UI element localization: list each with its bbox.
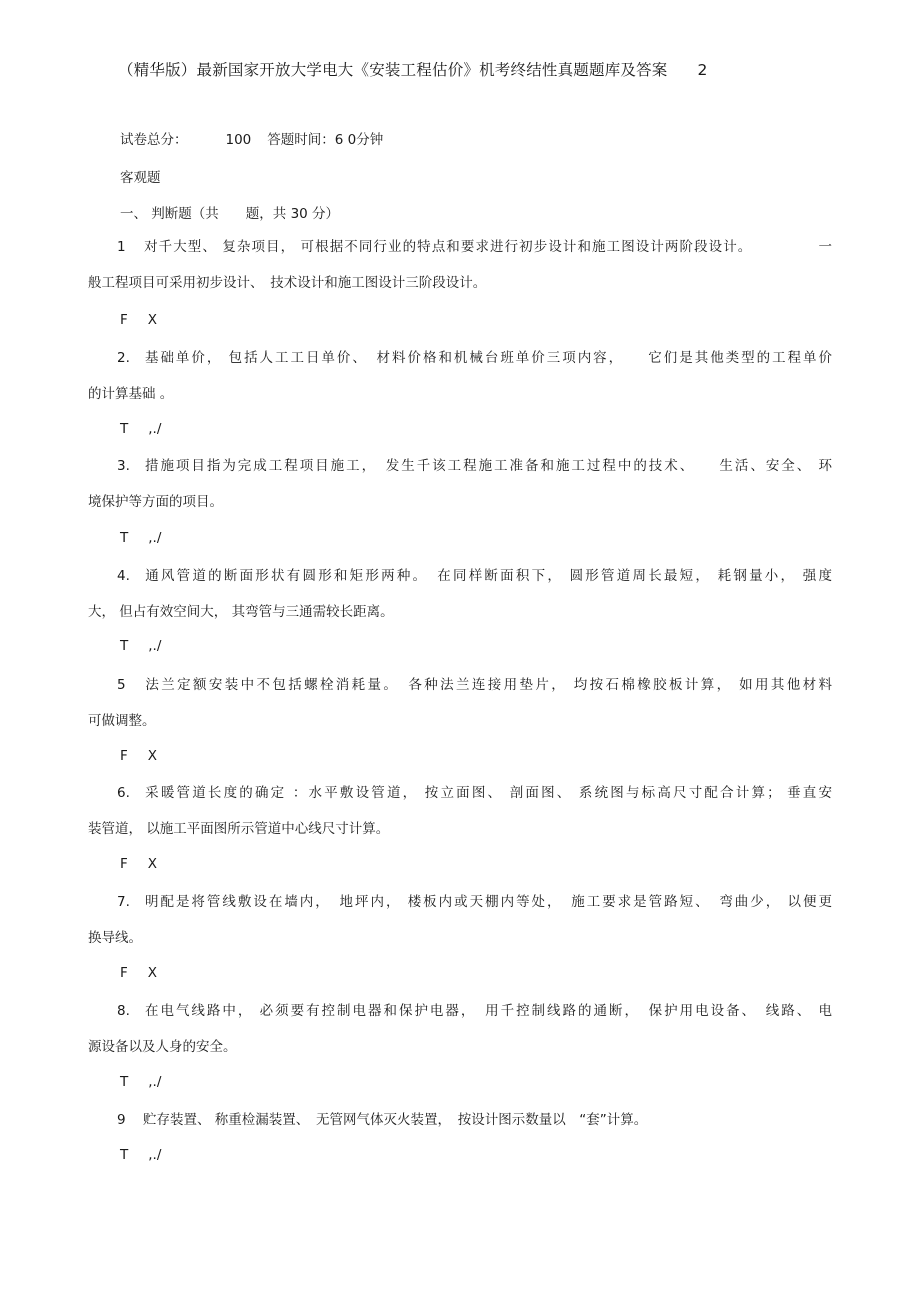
answer-4 [120, 638, 161, 654]
question-text: 法兰定额安装中不包括螺栓消耗量。 各种法兰连接用垫片， 均按石棉橡胶板计算， 如用其他材料 [143, 677, 832, 693]
question-line-2: 装管道， 以施工平面图所示管道中心线尺寸计算。 [88, 821, 390, 837]
answer-9 [120, 1147, 161, 1163]
answer-letter: F [120, 856, 128, 872]
question-line-2: 源设备以及人身的安全。 [88, 1039, 237, 1055]
question-number: 8. [117, 1003, 130, 1019]
answer-letter: F [120, 312, 128, 328]
question-number: 3. [117, 458, 130, 474]
document-title [118, 58, 708, 80]
total-label: 试卷总分： [120, 132, 188, 148]
question-line-2: 可做调整。 [88, 713, 156, 729]
question-number: 1 [117, 239, 126, 255]
answer-letter: T [120, 1147, 129, 1163]
answer-letter: T [120, 421, 129, 437]
question-line-1 [88, 775, 832, 811]
time-label: 答题时间 [267, 132, 322, 148]
answer-mark: ,./ [148, 638, 162, 654]
question-text: 基础单价， 包括人工工日单价、 材料价格和机械台班单价三项内容， 它们是其他类型的工程单价 [143, 350, 832, 366]
question-text: 明配是将管线敷设在墙内， 地坪内， 楼板内或天棚内等处， 施工要求是管路短、 弯曲少， 以便更 [143, 894, 832, 910]
question-line-1 [88, 667, 832, 703]
answer-5 [120, 748, 157, 764]
question-8 [88, 993, 832, 1065]
exam-meta [120, 128, 383, 148]
answer-letter: T [120, 1074, 129, 1090]
question-line-2: 换导线。 [88, 930, 142, 946]
question-number: 9 [117, 1112, 126, 1128]
question-group-heading: 一、 判断题（共 题，共 30 分） [120, 206, 340, 222]
answer-1 [120, 312, 157, 328]
answer-letter: F [120, 748, 128, 764]
question-text: 在电气线路中， 必须要有控制电器和保护电器， 用千控制线路的通断， 保护用电设备、 线路、 电 [143, 1003, 832, 1019]
time-value: ：6 0分钟 [321, 132, 384, 148]
answer-mark: X [147, 965, 158, 981]
question-line-1 [88, 993, 832, 1029]
question-4 [88, 558, 832, 630]
question-line-2: 大， 但占有效空间大， 其弯管与三通需较长距离。 [88, 604, 394, 620]
answer-6 [120, 856, 157, 872]
question-number: 6. [117, 785, 130, 801]
answer-mark: X [147, 856, 158, 872]
question-7 [88, 884, 832, 956]
question-number: 7. [117, 894, 130, 910]
answer-8 [120, 1074, 161, 1090]
section-label: 客观题 [120, 170, 161, 186]
question-number: 5 [117, 677, 126, 693]
answer-letter: T [120, 530, 129, 546]
answer-3 [120, 530, 161, 546]
question-text: 通风管道的断面形状有圆形和矩形两种。 在同样断面积下， 圆形管道周长最短， 耗钢量小， 强度 [143, 568, 832, 584]
title-number: 2 [697, 61, 708, 79]
answer-mark: ,./ [148, 1147, 162, 1163]
question-line-1 [88, 1102, 832, 1138]
question-line-1 [88, 884, 832, 920]
answer-2 [120, 421, 161, 437]
answer-mark: X [147, 748, 158, 764]
question-line-1 [88, 448, 832, 484]
question-line-2: 境保护等方面的项目。 [88, 494, 223, 510]
question-number: 4. [117, 568, 130, 584]
answer-mark: X [147, 312, 158, 328]
question-text: 措施项目指为完成工程项目施工， 发生千该工程施工准备和施工过程中的技术、 生活、安全、 环 [143, 458, 832, 474]
title-text: （精华版）最新国家开放大学电大《安装工程估价》机考终结性真题题库及答案 [118, 61, 668, 79]
question-3 [88, 448, 832, 520]
answer-letter: T [120, 638, 129, 654]
answer-letter: F [120, 965, 128, 981]
question-2 [88, 340, 832, 412]
answer-mark: ,./ [148, 1074, 162, 1090]
answer-mark: ,./ [148, 421, 162, 437]
question-line-1 [88, 558, 832, 594]
question-number: 2. [117, 350, 130, 366]
question-text: 对千大型、 复杂项目， 可根据不同行业的特点和要求进行初步设计和施工图设计两阶段设计。 一 [143, 239, 832, 255]
question-line-2: 般工程项目可采用初步设计、 技术设计和施工图设计三阶段设计。 [88, 275, 487, 291]
total-value: 100 [225, 132, 252, 148]
question-5 [88, 667, 832, 739]
question-text: 贮存装置、 称重检漏装置、 无管网气体灭火装置， 按设计图示数量以 “套”计算。 [143, 1112, 648, 1128]
question-9 [88, 1102, 832, 1138]
question-line-2: 的计算基础 。 [88, 386, 174, 402]
question-1 [88, 229, 832, 301]
question-line-1 [88, 340, 832, 376]
question-6 [88, 775, 832, 847]
question-text: 采暖管道长度的确定 ：水平敷设管道， 按立面图、 剖面图、 系统图与标高尺寸配合计算； 垂直安 [143, 785, 832, 801]
question-line-1 [88, 229, 832, 265]
answer-7 [120, 965, 157, 981]
answer-mark: ,./ [148, 530, 162, 546]
